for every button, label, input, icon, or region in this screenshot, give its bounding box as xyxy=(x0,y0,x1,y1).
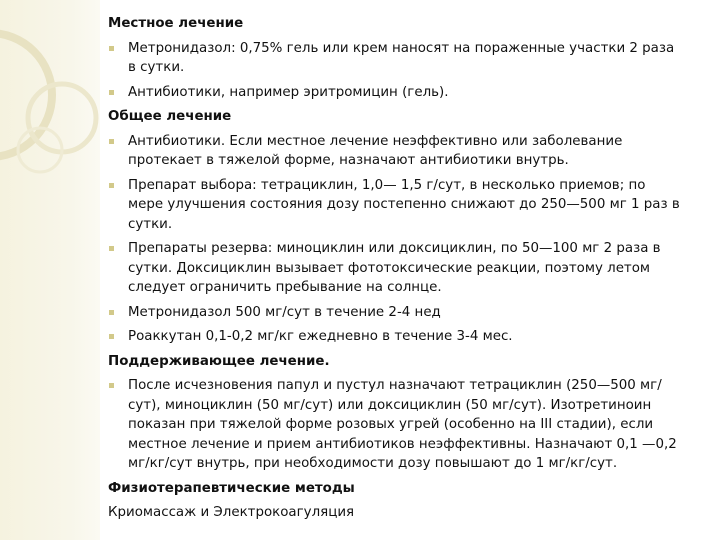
section-heading: Местное лечение xyxy=(108,16,244,31)
physiotherapy-text: Криомассаж и Электрокоагуляция xyxy=(108,505,355,520)
list-item: Препарат выбора: тетрациклин, 1,0— 1,5 г/сут, в несколько приемов; по мере улучшения состояния дозу постепенно снижают до 250—500 мг 1 раз в сутки. xyxy=(108,176,683,235)
section-maintenance-treatment xyxy=(108,352,683,474)
list-item: Метронидазол 500 мг/сут в течение 2-4 нед xyxy=(108,303,683,323)
section-general-treatment xyxy=(108,107,683,347)
section-heading: Общее лечение xyxy=(108,109,232,124)
bullet-list xyxy=(108,39,683,103)
section-heading: Физиотерапевтические методы xyxy=(108,480,355,496)
list-item: После исчезновения папул и пустул назначают тетрациклин (250—500 мг/сут), миноциклин (50 мг/сут) или доксициклин (50 мг/сут). Изотретиноин показан при тяжелой форме розовых угрей (особенно на III стадии), если местное лечение и прием антибиотиков неэффективны. Назначают 0,1 —0,2 мг/кг/сут внутрь, при необходимости дозу повышают до 1 мг/кг/сут. xyxy=(108,376,683,474)
list-item: Антибиотики. Если местное лечение неэффективно или заболевание протекает в тяжелой форме, назначают антибиотики внутрь. xyxy=(108,132,683,171)
decorative-ring-large xyxy=(0,33,52,157)
section-physiotherapy xyxy=(108,479,683,523)
bullet-list xyxy=(108,376,683,474)
bullet-list xyxy=(108,132,683,347)
slide-content xyxy=(108,14,683,523)
list-item: Метронидазол: 0,75% гель или крем наносят на пораженные участки 2 раза в сутки. xyxy=(108,39,683,78)
decorative-rings xyxy=(0,0,100,540)
list-item: Роаккутан 0,1-0,2 мг/кг ежедневно в течение 3-4 мес. xyxy=(108,327,683,347)
list-item: Препараты резерва: миноциклин или доксициклин, по 50—100 мг 2 раза в сутки. Доксициклин вызывает фототоксические реакции, поэтому летом следует ограничить пребывание на солнце. xyxy=(108,239,683,298)
section-heading: Поддерживающее лечение. xyxy=(108,353,330,369)
section-local-treatment xyxy=(108,14,683,102)
list-item: Антибиотики, например эритромицин (гель). xyxy=(108,83,683,103)
